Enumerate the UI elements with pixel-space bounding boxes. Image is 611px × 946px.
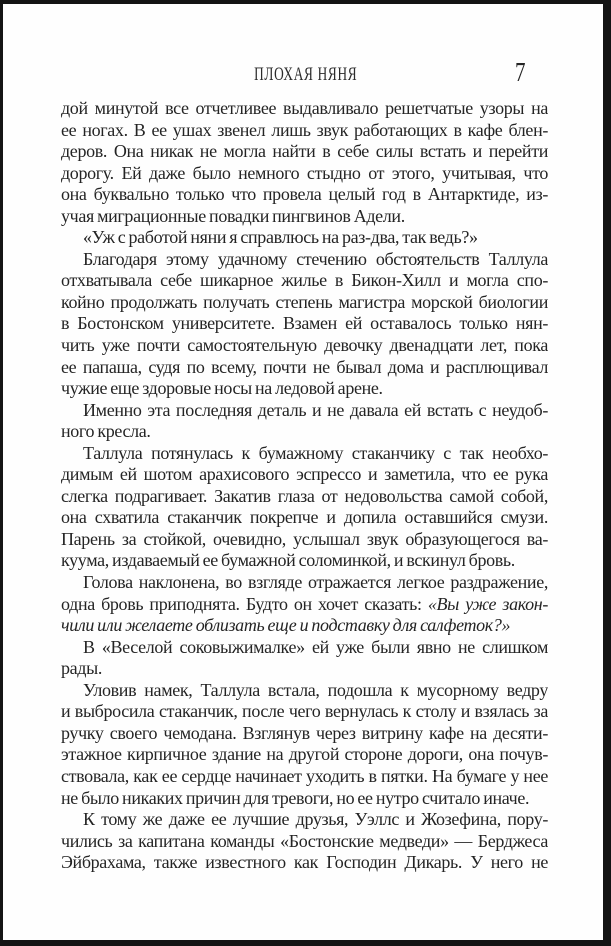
- text-line: [61, 788, 548, 810]
- text-segment: Именно эта последняя деталь и не давала ей встать с неудоб-: [83, 399, 548, 420]
- text-line: [61, 723, 548, 745]
- text-segment: не было никаких причин для тревоги, но ее нутро считало иначе.: [61, 787, 530, 808]
- text-segment: куума, издаваемый ее бумажной соломинкой, и вскинул бровь.: [61, 550, 515, 571]
- text-segment: слегка подрагивает. Закатив глаза от недовольства самой собой,: [61, 485, 548, 506]
- page-body: [61, 98, 548, 930]
- text-segment: учая миграционные повадки пингвинов Адели.: [61, 205, 405, 226]
- text-line: [61, 184, 548, 206]
- text-segment: ствовала, как ее сердце начинает уходить в пятки. На бумаге у нее: [61, 765, 548, 786]
- text-segment: чить уже почти самостоятельную девочку двенадцати лет, пока: [61, 335, 548, 356]
- text-segment: дой минутой все отчетливее выдавливало решетчатые узоры на: [61, 98, 548, 118]
- text-segment: в Бостонском университете. Взамен ей оставалось только нян-: [61, 313, 548, 334]
- text-segment: Благодаря этому удачному стечению обстоятельств Таллула: [83, 248, 548, 269]
- paragraph: [61, 400, 548, 443]
- text-segment: ного кресла.: [61, 421, 151, 442]
- text-segment: димым ей шотом арахисового эспрессо и заметила, что ее рука: [61, 464, 548, 485]
- text-segment: одна бровь приподнята. Будто он хочет сказать:: [61, 593, 428, 614]
- text-line: [61, 357, 548, 379]
- text-segment: К тому же даже ее лучшие друзья, Уэллс и Жозефина, пору-: [83, 809, 548, 830]
- text-line: [61, 486, 548, 508]
- text-line: [61, 658, 548, 680]
- text-line: [61, 378, 548, 400]
- page-number-value: 7: [514, 57, 525, 87]
- text-segment: и выбросила стаканчик, после чего вернулась к столу и взялась за: [61, 701, 548, 722]
- text-segment: рады.: [61, 658, 102, 679]
- paragraph: [61, 443, 548, 572]
- text-segment: она буквально только что провела целый год в Антарктиде, из-: [61, 184, 548, 205]
- text-segment: чились за капитана команды «Бостонские медведи» — Берджеса: [61, 830, 548, 851]
- text-segment: Уловив намек, Таллула встала, подошла к мусорному ведру: [83, 679, 548, 700]
- text-line: [61, 529, 548, 551]
- text-line: [61, 809, 548, 831]
- text-line: [61, 572, 548, 594]
- text-segment: Таллула потянулась к бумажному стаканчику с так необхо-: [83, 442, 548, 463]
- text-line: [61, 163, 548, 185]
- paragraph: [61, 637, 548, 680]
- text-segment: ее папаша, судя по всему, почти не бывал дома и расплющивал: [61, 356, 548, 377]
- text-line: [61, 507, 548, 529]
- paragraph: [61, 680, 548, 809]
- text-line: [61, 400, 548, 422]
- text-line: [61, 98, 548, 120]
- text-line: [61, 680, 548, 702]
- text-line: [61, 270, 548, 292]
- text-line: [61, 421, 548, 443]
- text-segment: дорогу. Ей даже было немного стыдно от этого, учитывая, что: [61, 162, 548, 183]
- paragraph: [61, 98, 548, 227]
- running-title: ПЛОХАЯ НЯНЯ: [254, 64, 358, 85]
- text-segment: ее ногах. В ее ушах звенел лишь звук работающих в кафе блен-: [61, 119, 548, 140]
- text-segment: деров. Она никак не могла найти в себе силы встать и перейти: [61, 141, 548, 162]
- text-line: [61, 206, 548, 228]
- text-line: [61, 637, 548, 659]
- text-line: [61, 141, 548, 163]
- text-line: [61, 550, 548, 572]
- paragraph: [61, 227, 548, 249]
- text-line: [61, 744, 548, 766]
- text-segment: «Вы уже закон-: [427, 593, 548, 614]
- paragraph: [61, 572, 548, 637]
- paragraph: [61, 249, 548, 400]
- text-line: [61, 766, 548, 788]
- text-segment: В «Веселой соковыжималке» ей уже были явно не слишком: [83, 636, 548, 657]
- text-line: [61, 313, 548, 335]
- text-line: [61, 701, 548, 723]
- text-line: [61, 292, 548, 314]
- text-segment: отхватывала себе шикарное жилье в Бикон-Хилл и могла спо-: [61, 270, 548, 291]
- text-line: [61, 335, 548, 357]
- book-page: [3, 4, 603, 940]
- paragraph: [61, 809, 548, 874]
- text-segment: этажное кирпичное здание на другой стороне дороги, она почув-: [61, 744, 548, 765]
- text-line: [61, 227, 548, 249]
- text-line: [61, 852, 548, 874]
- page-number: [512, 59, 526, 86]
- text-line: [61, 464, 548, 486]
- text-segment: чужие еще здоровые носы на ледовой арене.: [61, 378, 383, 399]
- text-line: [61, 615, 548, 637]
- text-segment: чили или желаете облизать еще и подставку для салфеток?»: [61, 615, 511, 636]
- text-segment: ручку своего чемодана. Взглянув через витрину кафе на десяти-: [61, 722, 548, 743]
- text-segment: Голова наклонена, во взгляде отражается легкое раздражение,: [83, 572, 548, 593]
- text-line: [61, 443, 548, 465]
- text-line: [61, 120, 548, 142]
- text-segment: Парень за стойкой, очевидно, услышал звук образующегося ва-: [61, 528, 548, 549]
- running-head: [61, 64, 551, 86]
- text-segment: койно продолжать получать степень магистра морской биологии: [61, 291, 548, 312]
- text-line: [61, 249, 548, 271]
- text-segment: Эйбрахама, также известного как Господин Дикарь. У него не: [61, 852, 548, 873]
- text-segment: она схватила стаканчик покрепче и допила оставшийся смузи.: [61, 507, 548, 528]
- text-line: [61, 831, 548, 853]
- text-line: [61, 594, 548, 616]
- text-segment: «Уж с работой няни я справлюсь на раз-два, так ведь?»: [83, 227, 478, 248]
